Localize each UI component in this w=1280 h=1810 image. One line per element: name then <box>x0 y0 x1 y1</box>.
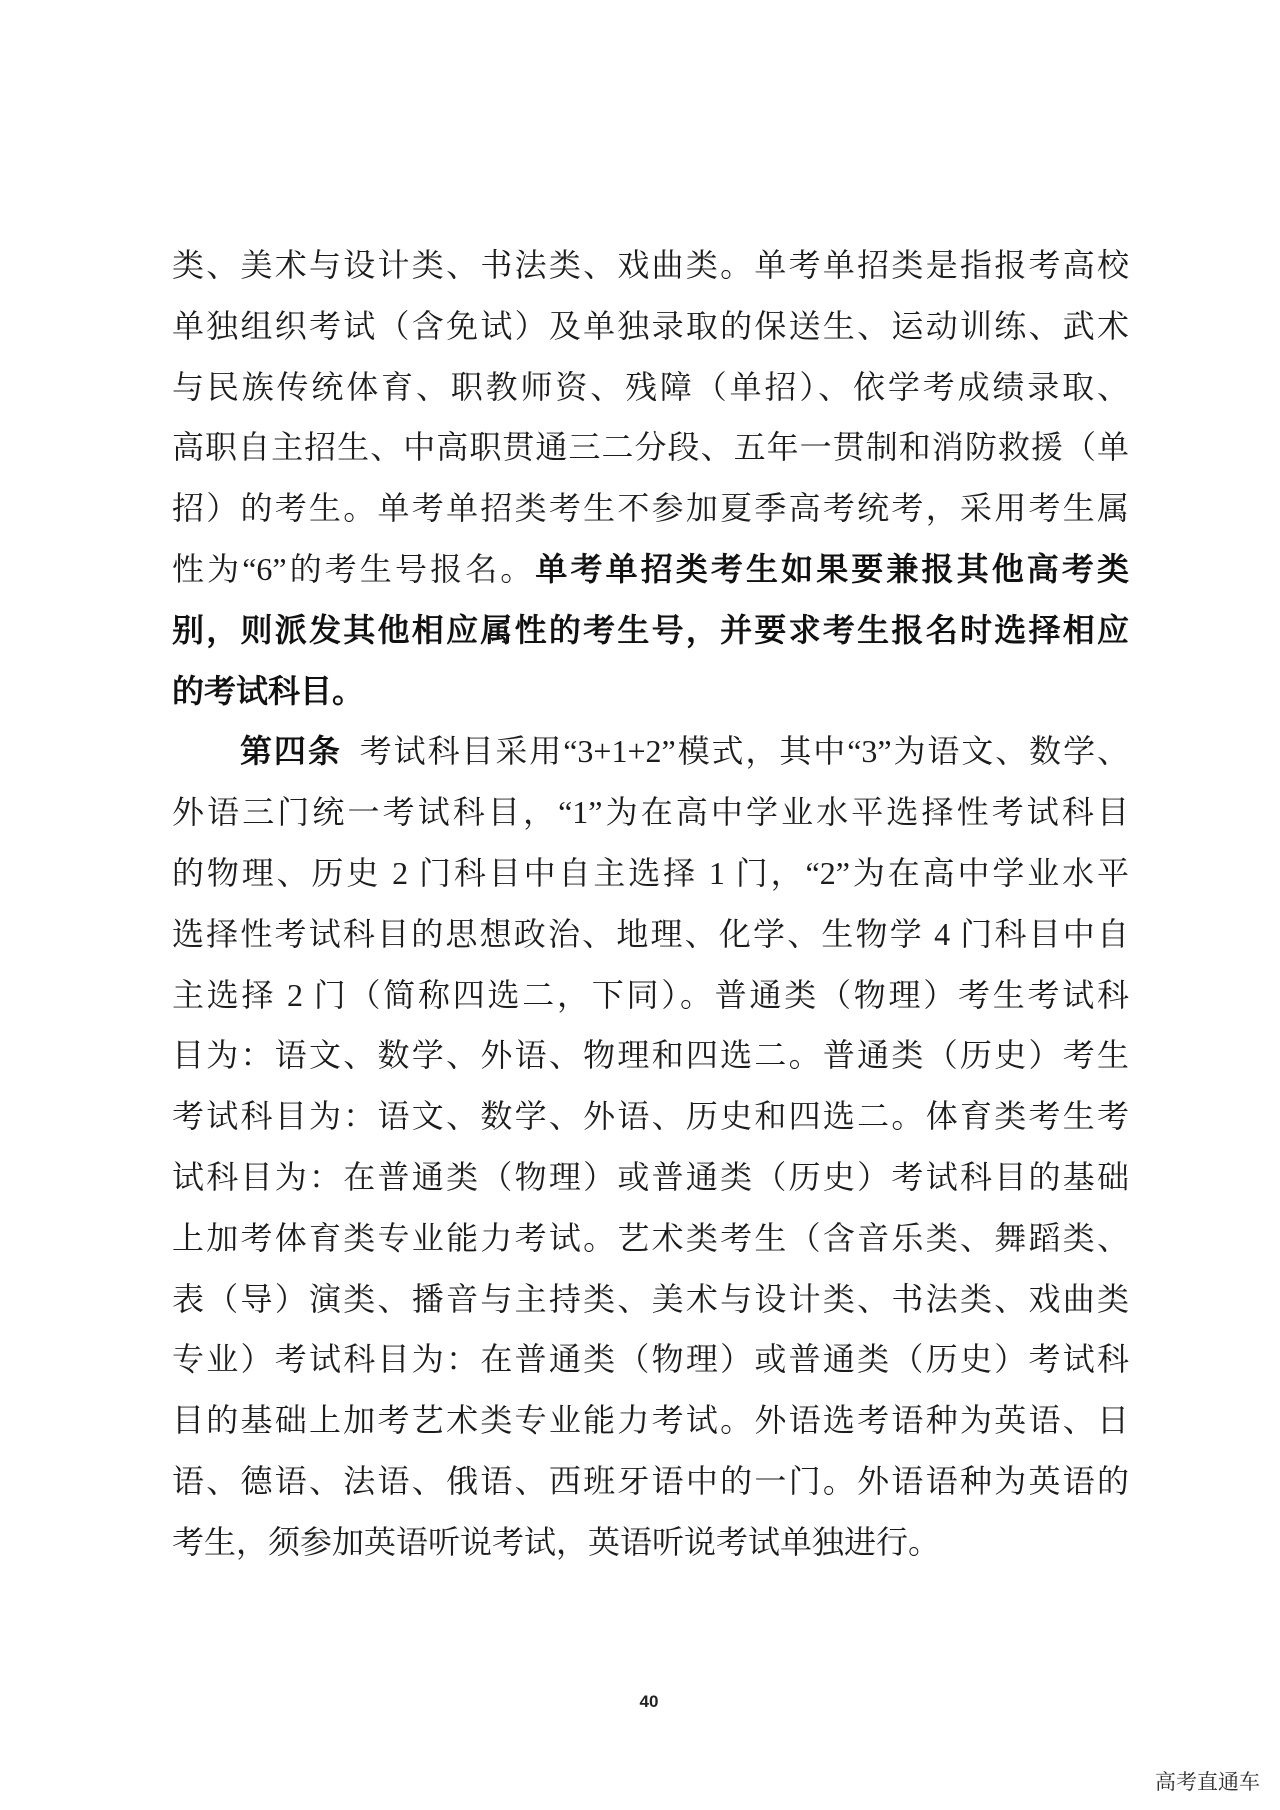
text-segment: 目的基础上加考艺术类专业能力考试。外语选考语种为英语、日 <box>172 1402 1129 1439</box>
text-line <box>172 1269 1129 1330</box>
bold-text-segment: 单考单招类考生如果要兼报其他高考类 <box>535 550 1129 587</box>
text-segment: 试科目为：在普通类（物理）或普通类（历史）考试科目的基础 <box>172 1158 1129 1195</box>
text-line <box>172 1390 1129 1451</box>
page-number: 40 <box>639 1692 659 1711</box>
text-segment: 的物理、历史 2 门科目中自主选择 1 门，“2”为在高中学业水平 <box>172 854 1129 891</box>
text-segment: 选择性考试科目的思想政治、地理、化学、生物学 4 门科目中自 <box>172 915 1129 952</box>
text-segment: 高职自主招生、中高职贯通三二分段、五年一贯制和消防救援（单 <box>172 429 1129 466</box>
text-line <box>172 600 1129 661</box>
text-line <box>172 478 1129 539</box>
text-line <box>172 965 1129 1026</box>
paragraph-article-4 <box>172 721 1129 1572</box>
text-segment: 单独组织考试（含免试）及单独录取的保送生、运动训练、武术 <box>172 307 1129 344</box>
text-line <box>172 1147 1129 1208</box>
bold-text-segment: 的考试科目。 <box>172 672 365 709</box>
text-segment: 考试科目为：语文、数学、外语、历史和四选二。体育类考生考 <box>172 1098 1129 1135</box>
text-line <box>172 1025 1129 1086</box>
text-segment: 外语三门统一考试科目，“1”为在高中学业水平选择性考试科目 <box>172 794 1129 831</box>
text-line <box>172 721 1129 782</box>
text-line <box>172 661 1129 722</box>
text-line <box>172 904 1129 965</box>
text-line <box>172 235 1129 296</box>
text-segment: 考试科目采用“3+1+2”模式，其中“3”为语文、数学、 <box>359 733 1129 770</box>
text-line <box>172 1208 1129 1269</box>
text-segment: 考生，须参加英语听说考试，英语听说考试单独进行。 <box>172 1523 941 1560</box>
text-line <box>172 357 1129 418</box>
paragraph <box>172 235 1129 721</box>
text-segment: 专业）考试科目为：在普通类（物理）或普通类（历史）考试科 <box>172 1341 1129 1378</box>
text-segment: 类、美术与设计类、书法类、戏曲类。单考单招类是指报考高校 <box>172 247 1129 283</box>
text-line <box>172 1329 1129 1390</box>
text-segment: 主选择 2 门（简称四选二，下同）。普通类（物理）考生考试科 <box>172 976 1129 1013</box>
text-line <box>172 782 1129 843</box>
text-line <box>172 843 1129 904</box>
text-segment: 目为：语文、数学、外语、物理和四选二。普通类（历史）考生 <box>172 1037 1129 1074</box>
bold-text-segment: 别，则派发其他相应属性的考生号，并要求考生报名时选择相应 <box>172 611 1129 648</box>
text-segment: 性为“6”的考生号报名。 <box>172 550 536 587</box>
text-line <box>172 417 1129 478</box>
text-segment: 与民族传统体育、职教师资、残障（单招）、依学考成绩录取、 <box>172 368 1129 405</box>
text-line <box>172 539 1129 600</box>
text-line <box>172 1086 1129 1147</box>
text-line <box>172 1512 1129 1573</box>
text-segment: 表（导）演类、播音与主持类、美术与设计类、书法类、戏曲类 <box>172 1280 1129 1317</box>
text-segment: 招）的考生。单考单招类考生不参加夏季高考统考，采用考生属 <box>172 490 1129 527</box>
document-body <box>172 235 1129 1573</box>
text-line <box>172 296 1129 357</box>
text-segment: 上加考体育类专业能力考试。艺术类考生（含音乐类、舞蹈类、 <box>172 1219 1129 1256</box>
text-segment: 语、德语、法语、俄语、西班牙语中的一门。外语语种为英语的 <box>172 1462 1129 1499</box>
article-heading: 第四条 <box>240 733 342 770</box>
text-line <box>172 1451 1129 1512</box>
watermark-text: 高考直通车 <box>1155 1771 1260 1794</box>
